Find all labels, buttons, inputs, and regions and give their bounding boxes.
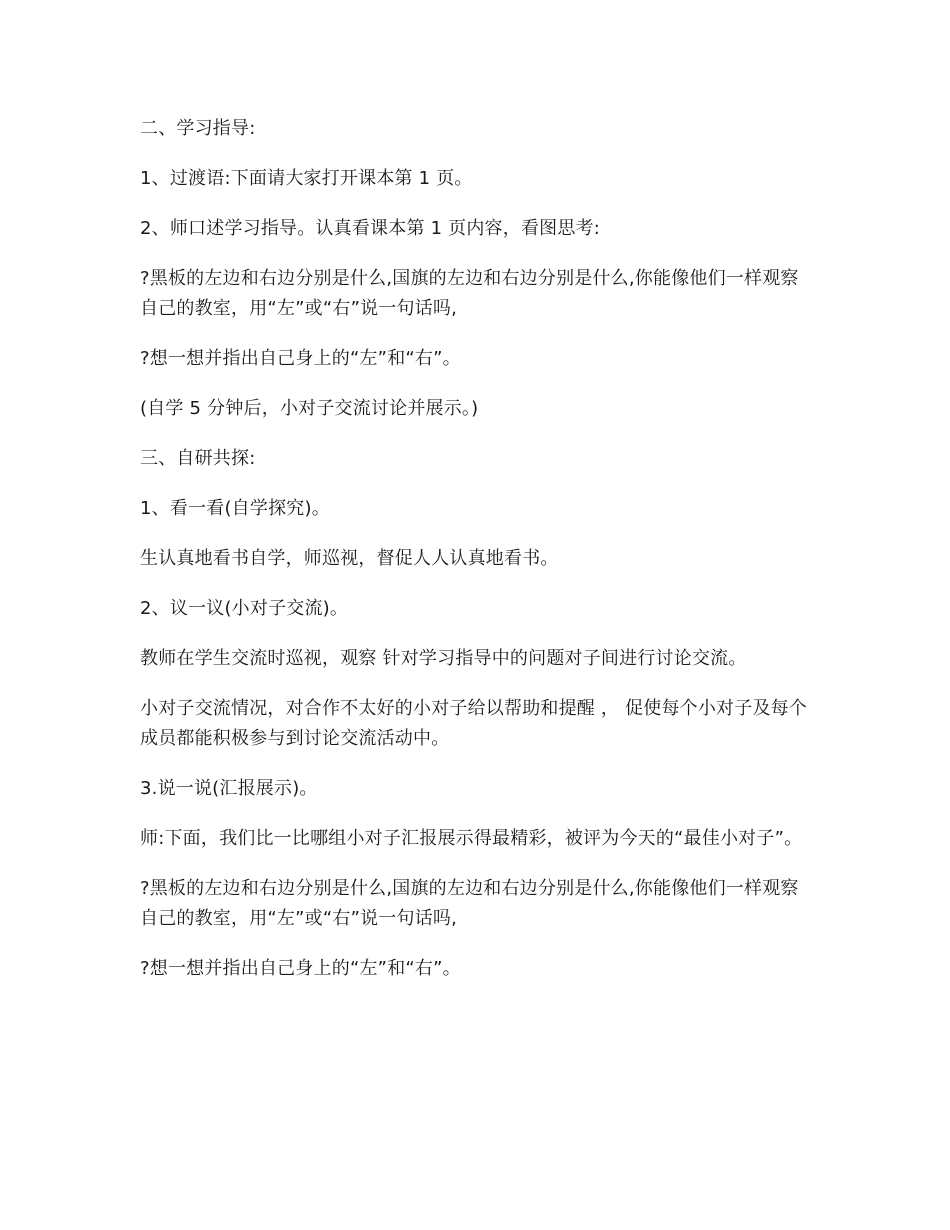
document-body — [140, 114, 810, 1004]
paragraph-question-blackboard-repeat: ?黑板的左边和右边分别是什么,国旗的左边和右边分别是什么,你能像他们一样观察自己的教室，用“左”或“右”说一句话吗, — [140, 878, 799, 929]
section-heading-explore: 三、自研共探: — [140, 448, 256, 469]
paragraph-question-self: ?想一想并指出自己身上的“左”和“右”。 — [140, 348, 461, 369]
section-heading-guidance: 二、学习指导: — [140, 118, 256, 139]
paragraph-teacher-patrol: 教师在学生交流时巡视，观察 针对学习指导中的问题对子间进行讨论交流。 — [140, 648, 747, 669]
paragraph-transition: 1、过渡语:下面请大家打开课本第 1 页。 — [140, 168, 473, 189]
paragraph-self-study-note: (自学 5 分钟后，小对子交流讨论并展示。) — [140, 398, 479, 419]
paragraph-pair-help: 小对子交流情况，对合作不太好的小对子给以帮助和提醒 ， 促使每个小对子及每个成员都能积极参与到讨论交流活动中。 — [140, 698, 808, 749]
paragraph-discuss: 2、议一议(小对子交流)。 — [140, 598, 349, 619]
paragraph-best-pair: 师:下面，我们比一比哪组小对子汇报展示得最精彩，被评为今天的“最佳小对子”。 — [140, 828, 803, 849]
paragraph-look: 1、看一看(自学探究)。 — [140, 498, 330, 519]
paragraph-teacher-guidance: 2、师口述学习指导。认真看课本第 1 页内容，看图思考: — [140, 218, 601, 239]
paragraph-question-blackboard: ?黑板的左边和右边分别是什么,国旗的左边和右边分别是什么,你能像他们一样观察自己的教室，用“左”或“右”说一句话吗, — [140, 268, 799, 319]
paragraph-report: 3.说一说(汇报展示)。 — [140, 778, 318, 799]
paragraph-question-self-repeat: ?想一想并指出自己身上的“左”和“右”。 — [140, 958, 461, 979]
paragraph-student-reading: 生认真地看书自学，师巡视，督促人人认真地看书。 — [140, 548, 559, 569]
